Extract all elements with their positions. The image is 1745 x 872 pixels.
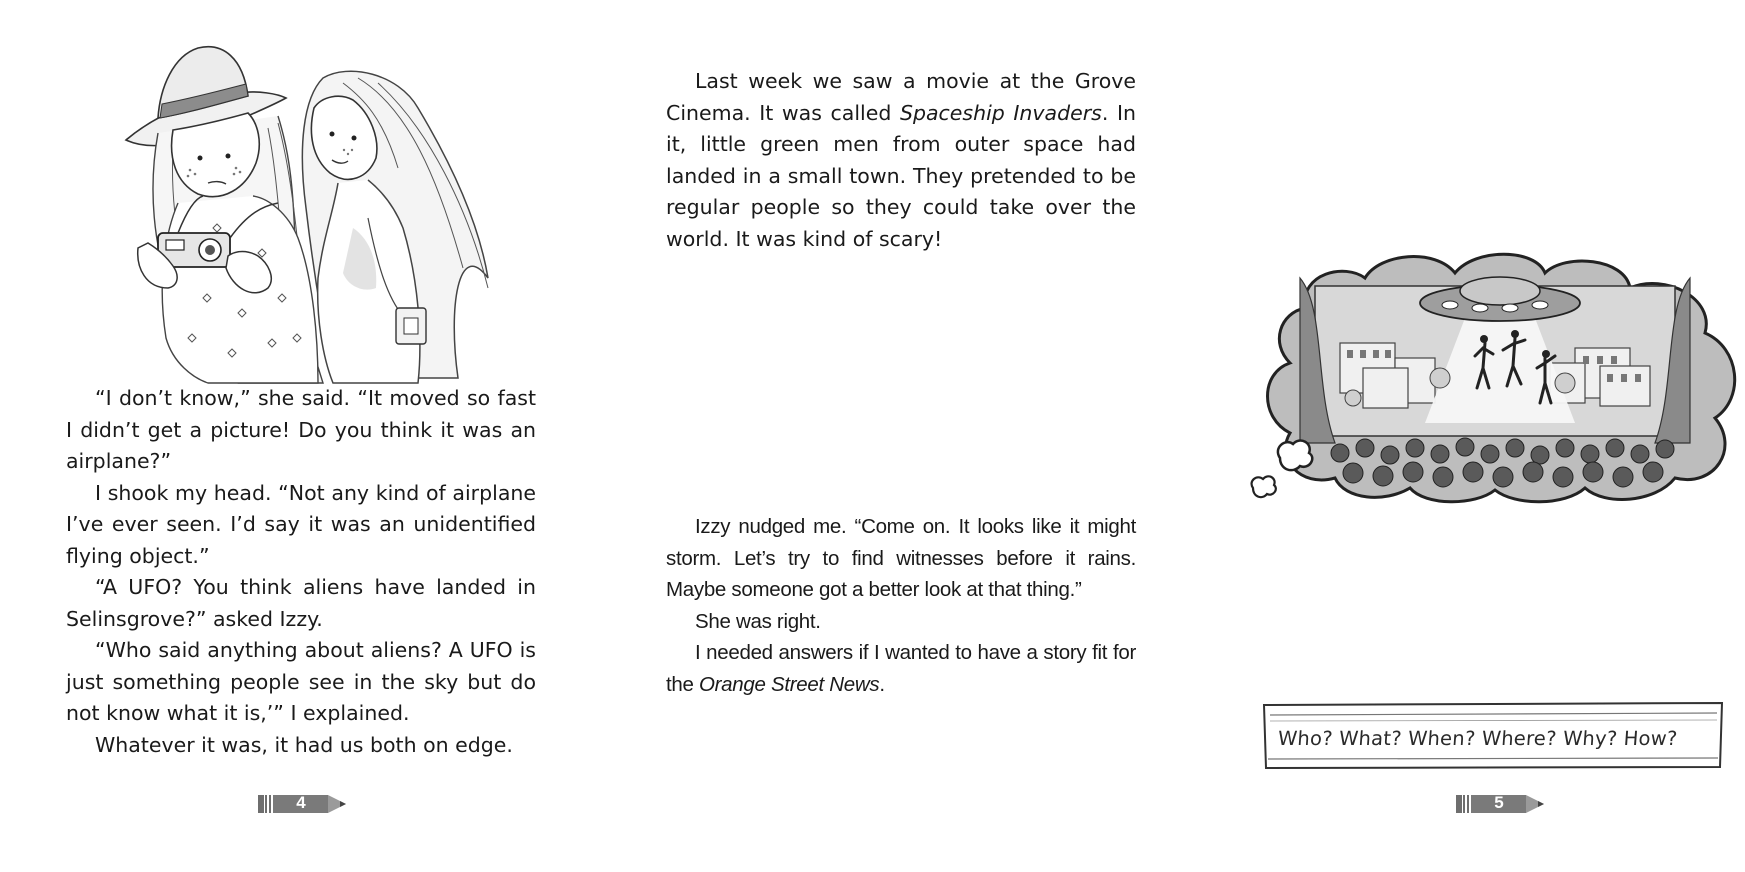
- girls-with-camera-illustration: [118, 38, 498, 383]
- paragraph: Last week we saw a movie at the Grove Cinema. It was called Spaceship Invaders. In it, little green men from outer space had landed in a small town. They pretended to be regular people so they could take over the world. It was kind of scary!: [666, 69, 1136, 251]
- paragraph: “I don’t know,” she said. “It moved so fast I didn’t get a picture! Do you think it was an airplane?”: [66, 386, 536, 473]
- page-number-right: [1456, 792, 1548, 816]
- left-page: [0, 0, 600, 872]
- newspaper-title: Orange Street News: [699, 672, 880, 696]
- note-text: Who? What? When? Where? Why? How?: [1277, 727, 1679, 750]
- left-page-text: [66, 383, 536, 761]
- movie-thought-cloud-illustration: [1245, 248, 1745, 508]
- reporter-questions-note: [1262, 701, 1724, 769]
- paragraph: She was right.: [695, 609, 821, 633]
- paragraph: I needed answers if I wanted to have a story fit for the Orange Street News.: [666, 641, 1136, 696]
- right-page-text-bottom: [666, 511, 1136, 700]
- movie-title: Spaceship Invaders: [899, 100, 1102, 125]
- paragraph: “A UFO? You think aliens have landed in Selinsgrove?” asked Izzy.: [66, 575, 536, 631]
- right-page: [600, 0, 1679, 872]
- right-page-text-top: [666, 66, 1136, 255]
- page-number-label: 5: [1494, 793, 1504, 812]
- paragraph: “Who said anything about aliens? A UFO is just something people see in the sky but do not know what it is,’” I explained.: [66, 638, 536, 725]
- paragraph: Whatever it was, it had us both on edge.: [95, 732, 513, 757]
- page-number-label: 4: [296, 793, 306, 812]
- paragraph: Izzy nudged me. “Come on. It looks like it might storm. Let’s try to find witnesses before it rains. Maybe someone got a better look at that thing.”: [666, 515, 1136, 601]
- paragraph: I shook my head. “Not any kind of airplane I’ve ever seen. I’d say it was an unidentified flying object.”: [66, 480, 536, 568]
- page-number-left: [258, 792, 350, 816]
